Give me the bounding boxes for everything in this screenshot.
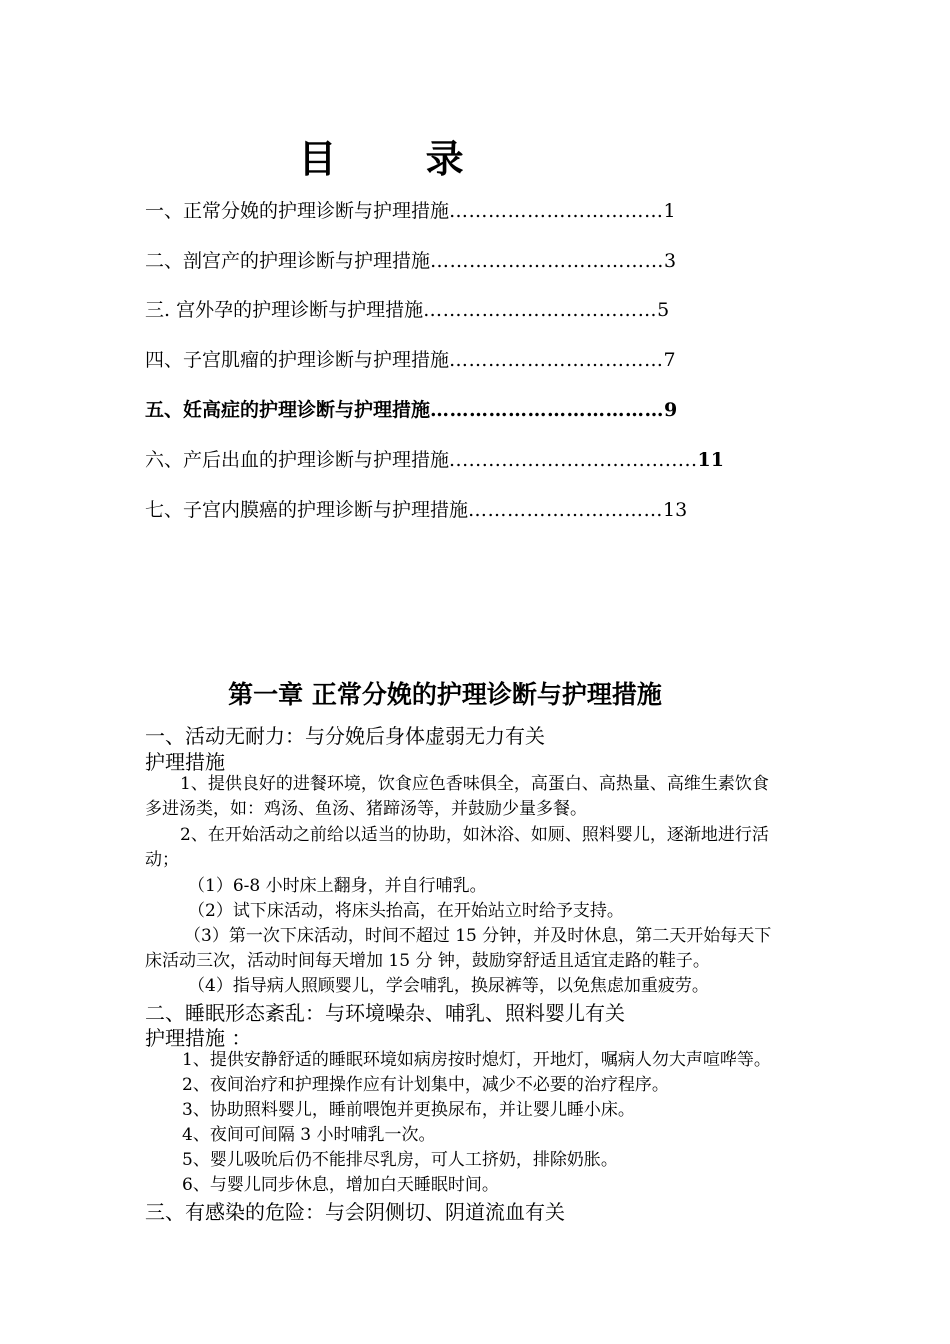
subsection-heading: 护理措施 (145, 750, 225, 774)
subsection-heading: 护理措施 ： (145, 1026, 252, 1050)
toc-item-2[interactable] (145, 248, 676, 274)
list-item: 1、提供安静舒适的睡眠环境如病房按时熄灯，开地灯，嘱病人勿大声喧哗等。 (182, 1050, 771, 1070)
toc-item-label: 五、妊高症的护理诊断与护理措施 (145, 399, 431, 421)
toc-page-number: 11 (697, 449, 724, 471)
list-item: （4）指导病人照顾婴儿，学会哺乳，换尿裤等，以免焦虑加重疲劳。 (188, 976, 709, 996)
list-item: 3、协助照料婴儿，睡前喂饱并更换尿布，并让婴儿睡小床。 (182, 1100, 635, 1120)
toc-leader-dots: ………………………… (468, 499, 664, 521)
chapter-title: 第一章 正常分娩的护理诊断与护理措施 (228, 680, 662, 709)
toc-page-number: 5 (657, 299, 670, 321)
list-item: （2）试下床活动，将床头抬高，在开始站立时给予支持。 (188, 901, 624, 921)
toc-item-6[interactable] (145, 447, 724, 473)
toc-item-1[interactable] (145, 198, 676, 224)
toc-leader-dots: ...................................... (449, 449, 698, 471)
toc-leader-dots: …………………………… (449, 200, 664, 222)
section-heading: 三、有感染的危险：与会阴侧切、阴道流血有关 (145, 1200, 565, 1224)
toc-page-number: 7 (663, 349, 676, 371)
toc-item-label: 一、正常分娩的护理诊断与护理措施 (145, 200, 450, 222)
toc-title: 目 录 (298, 137, 502, 181)
toc-page-number: 13 (663, 499, 688, 521)
paragraph: 动； (145, 850, 179, 870)
toc-item-label: 七、子宫内膜癌的护理诊断与护理措施 (145, 499, 469, 521)
toc-leader-dots: ……………………………… (430, 250, 665, 272)
toc-item-label: 六、产后出血的护理诊断与护理措施 (145, 449, 450, 471)
toc-item-4[interactable] (145, 347, 676, 373)
paragraph: 1、提供良好的进餐环境，饮食应色香味俱全，高蛋白、高热量、高维生素饮食 (180, 774, 769, 794)
list-item: 床活动三次，活动时间每天增加 15 分 钟，鼓励穿舒适且适宜走路的鞋子。 (145, 951, 710, 971)
section-heading: 二、睡眠形态紊乱：与环境噪杂、哺乳、照料婴儿有关 (145, 1001, 625, 1025)
toc-item-5[interactable] (145, 397, 677, 423)
toc-leader-dots: ……………………………… (430, 399, 665, 421)
list-item: 5、婴儿吸吮后仍不能排尽乳房，可人工挤奶，排除奶胀。 (182, 1150, 618, 1170)
toc-page-number: 3 (664, 250, 677, 272)
toc-page-number: 9 (664, 399, 678, 421)
list-item: 2、夜间治疗和护理操作应有计划集中，减少不必要的治疗程序。 (182, 1075, 669, 1095)
paragraph: 2、在开始活动之前给以适当的协助，如沐浴、如厕、照料婴儿，逐渐地进行活 (180, 825, 769, 845)
toc-leader-dots: ……………………………… (423, 299, 658, 321)
list-item: 4、夜间可间隔 3 小时哺乳一次。 (182, 1125, 436, 1145)
paragraph: 多进汤类，如：鸡汤、鱼汤、猪蹄汤等，并鼓励少量多餐。 (145, 799, 587, 819)
toc-item-7[interactable] (145, 497, 687, 523)
list-item: （1）6-8 小时床上翻身，并自行哺乳。 (188, 876, 487, 896)
toc-item-label: 三. 宫外孕的护理诊断与护理措施 (145, 299, 424, 321)
toc-page-number: 1 (663, 200, 676, 222)
toc-item-label: 二、剖宫产的护理诊断与护理措施 (145, 250, 431, 272)
toc-item-label: 四、子宫肌瘤的护理诊断与护理措施 (145, 349, 450, 371)
list-item: （3）第一次下床活动，时间不超过 15 分钟，并及时休息，第二天开始每天下 (184, 926, 772, 946)
list-item: 6、与婴儿同步休息，增加白天睡眠时间。 (182, 1175, 499, 1195)
toc-leader-dots: …………………………… (449, 349, 664, 371)
section-heading: 一、活动无耐力：与分娩后身体虚弱无力有关 (145, 724, 545, 748)
toc-item-3[interactable] (145, 297, 669, 323)
